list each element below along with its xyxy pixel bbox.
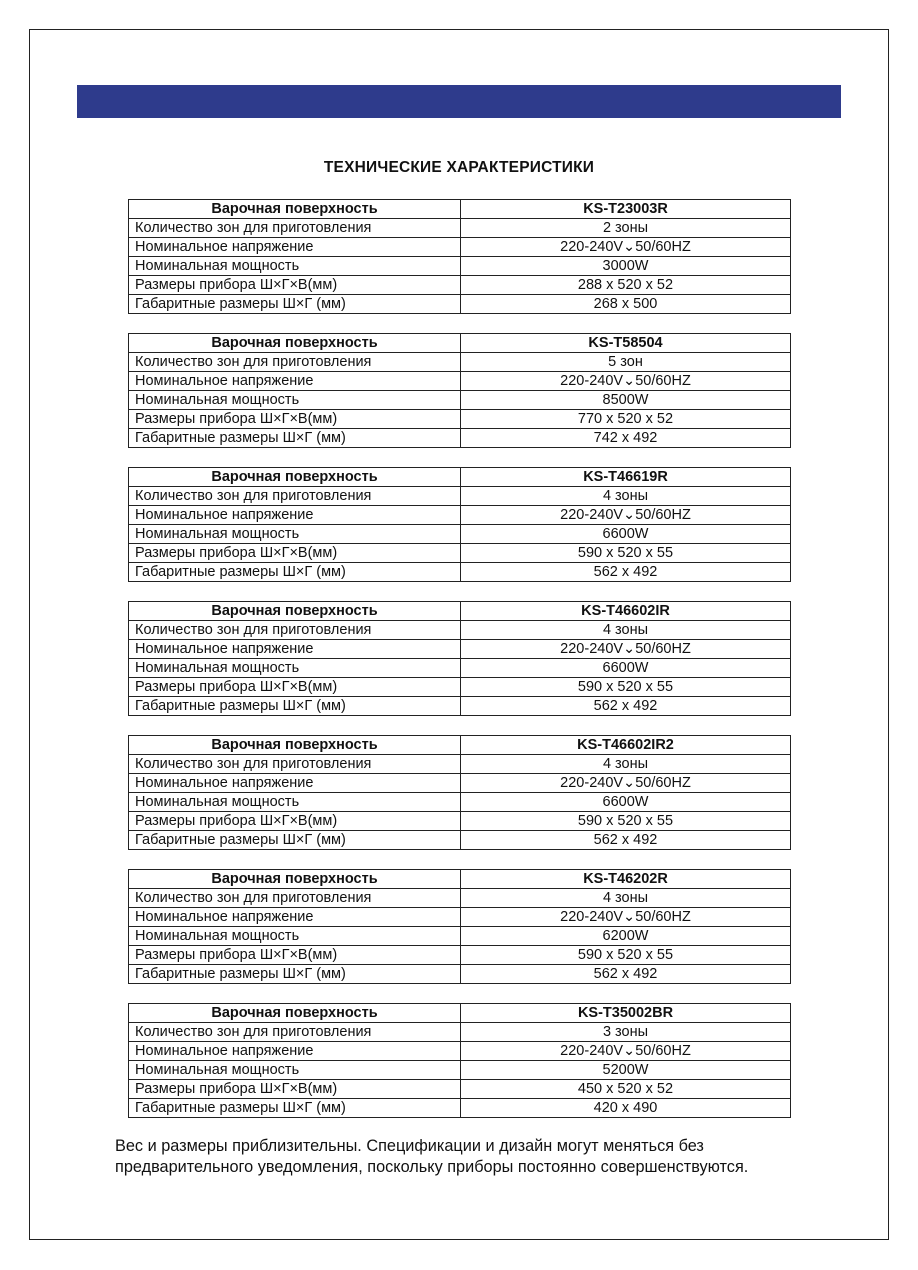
spec-row-value: 288 x 520 x 52 [461,276,791,295]
spec-row-label: Номинальное напряжение [129,506,461,525]
spec-row-label: Габаритные размеры Ш×Г (мм) [129,429,461,448]
spec-row [129,621,791,640]
spec-row-label: Габаритные размеры Ш×Г (мм) [129,697,461,716]
spec-row-label: Габаритные размеры Ш×Г (мм) [129,1099,461,1118]
spec-table [128,199,791,314]
spec-row [129,1042,791,1061]
spec-row-value: 220-240V⌄50/60HZ [461,506,791,525]
spec-row [129,640,791,659]
spec-table [128,735,791,850]
spec-table-model: KS-T35002BR [461,1004,791,1023]
spec-row [129,1099,791,1118]
spec-row-label: Номинальная мощность [129,1061,461,1080]
spec-row-label: Количество зон для приготовления [129,353,461,372]
spec-row [129,525,791,544]
spec-row-value: 420 x 490 [461,1099,791,1118]
spec-row [129,831,791,850]
spec-table-header-label: Варочная поверхность [129,870,461,889]
spec-row-label: Номинальное напряжение [129,640,461,659]
spec-row-value: 220-240V⌄50/60HZ [461,372,791,391]
spec-row [129,429,791,448]
spec-row-label: Номинальное напряжение [129,908,461,927]
spec-row [129,563,791,582]
spec-row-label: Номинальная мощность [129,525,461,544]
spec-row-label: Размеры прибора Ш×Г×В(мм) [129,678,461,697]
spec-row-label: Размеры прибора Ш×Г×В(мм) [129,276,461,295]
spec-row-value: 3 зоны [461,1023,791,1042]
spec-row-label: Номинальная мощность [129,927,461,946]
spec-row-label: Габаритные размеры Ш×Г (мм) [129,965,461,984]
spec-row [129,506,791,525]
spec-row [129,697,791,716]
spec-table-header-label: Варочная поверхность [129,602,461,621]
spec-row-label: Размеры прибора Ш×Г×В(мм) [129,1080,461,1099]
spec-row-label: Размеры прибора Ш×Г×В(мм) [129,946,461,965]
spec-row-value: 590 x 520 x 55 [461,544,791,563]
spec-table-model: KS-T46202R [461,870,791,889]
spec-row [129,353,791,372]
spec-row-value: 770 x 520 x 52 [461,410,791,429]
spec-row-value: 562 x 492 [461,965,791,984]
spec-row-value: 220-240V⌄50/60HZ [461,774,791,793]
spec-row [129,1023,791,1042]
spec-row [129,793,791,812]
spec-table-header-row [129,468,791,487]
spec-row-label: Количество зон для приготовления [129,487,461,506]
header-band [77,85,841,118]
spec-row [129,927,791,946]
spec-row-value: 4 зоны [461,487,791,506]
spec-row [129,755,791,774]
spec-row-label: Размеры прибора Ш×Г×В(мм) [129,812,461,831]
spec-row [129,219,791,238]
spec-row-label: Количество зон для приготовления [129,889,461,908]
spec-row-label: Количество зон для приготовления [129,219,461,238]
spec-row-value: 590 x 520 x 55 [461,812,791,831]
spec-table-model: KS-T23003R [461,200,791,219]
spec-table-header-row [129,1004,791,1023]
spec-row-label: Номинальное напряжение [129,774,461,793]
spec-row-value: 268 x 500 [461,295,791,314]
spec-table-header-row [129,736,791,755]
page-title: ТЕХНИЧЕСКИЕ ХАРАКТЕРИСТИКИ [323,159,595,176]
spec-row-value: 5200W [461,1061,791,1080]
spec-row [129,946,791,965]
spec-table-header-row [129,334,791,353]
spec-row [129,391,791,410]
disclaimer [115,1136,815,1178]
spec-row-value: 5 зон [461,353,791,372]
spec-row-value: 590 x 520 x 55 [461,946,791,965]
spec-row-value: 8500W [461,391,791,410]
spec-row [129,659,791,678]
spec-row [129,410,791,429]
spec-row-label: Номинальная мощность [129,659,461,678]
spec-table-header-row [129,870,791,889]
spec-table-header-label: Варочная поверхность [129,1004,461,1023]
spec-row-label: Габаритные размеры Ш×Г (мм) [129,563,461,582]
spec-row-value: 4 зоны [461,889,791,908]
spec-table-header-label: Варочная поверхность [129,334,461,353]
spec-row-value: 562 x 492 [461,831,791,850]
spec-table-header-label: Варочная поверхность [129,200,461,219]
spec-row [129,257,791,276]
spec-row-value: 2 зоны [461,219,791,238]
spec-table-header-row [129,602,791,621]
spec-row-label: Номинальное напряжение [129,372,461,391]
spec-row [129,295,791,314]
spec-table-model: KS-T58504 [461,334,791,353]
spec-table [128,467,791,582]
spec-row-value: 220-240V⌄50/60HZ [461,238,791,257]
spec-row-label: Габаритные размеры Ш×Г (мм) [129,831,461,850]
spec-row-label: Количество зон для приготовления [129,755,461,774]
spec-row-value: 220-240V⌄50/60HZ [461,640,791,659]
spec-row-label: Номинальная мощность [129,793,461,812]
spec-row-label: Габаритные размеры Ш×Г (мм) [129,295,461,314]
spec-row-value: 742 x 492 [461,429,791,448]
spec-table [128,869,791,984]
spec-row [129,372,791,391]
spec-table-header-row [129,200,791,219]
spec-table [128,601,791,716]
spec-row [129,774,791,793]
spec-row-value: 4 зоны [461,621,791,640]
spec-row-value: 562 x 492 [461,563,791,582]
spec-row-value: 220-240V⌄50/60HZ [461,908,791,927]
spec-table [128,333,791,448]
spec-row-label: Количество зон для приготовления [129,1023,461,1042]
spec-table-model: KS-T46602IR2 [461,736,791,755]
spec-tables [128,199,791,1137]
spec-row-value: 3000W [461,257,791,276]
spec-row-value: 6600W [461,793,791,812]
spec-row [129,276,791,295]
spec-row-label: Размеры прибора Ш×Г×В(мм) [129,410,461,429]
spec-row-value: 6200W [461,927,791,946]
spec-table [128,1003,791,1118]
spec-table-header-label: Варочная поверхность [129,468,461,487]
spec-row [129,908,791,927]
spec-row-value: 6600W [461,525,791,544]
spec-table-header-label: Варочная поверхность [129,736,461,755]
spec-row-value: 450 x 520 x 52 [461,1080,791,1099]
spec-row [129,1061,791,1080]
disclaimer-line-1: Вес и размеры приблизительны. Спецификации и дизайн могут меняться без [115,1137,704,1155]
spec-row-label: Размеры прибора Ш×Г×В(мм) [129,544,461,563]
spec-row-value: 4 зоны [461,755,791,774]
spec-row [129,889,791,908]
spec-row-value: 220-240V⌄50/60HZ [461,1042,791,1061]
spec-row-value: 562 x 492 [461,697,791,716]
spec-table-model: KS-T46619R [461,468,791,487]
spec-row-label: Количество зон для приготовления [129,621,461,640]
spec-row [129,544,791,563]
spec-table-model: KS-T46602IR [461,602,791,621]
disclaimer-line-2: предварительного уведомления, поскольку приборы постоянно совершенствуются. [115,1158,749,1176]
spec-row [129,965,791,984]
spec-row-value: 6600W [461,659,791,678]
spec-row-label: Номинальное напряжение [129,1042,461,1061]
spec-row-label: Номинальная мощность [129,257,461,276]
spec-row [129,812,791,831]
spec-row [129,1080,791,1099]
spec-row-label: Номинальное напряжение [129,238,461,257]
spec-row [129,678,791,697]
spec-row-value: 590 x 520 x 55 [461,678,791,697]
spec-row [129,238,791,257]
spec-row [129,487,791,506]
spec-row-label: Номинальная мощность [129,391,461,410]
